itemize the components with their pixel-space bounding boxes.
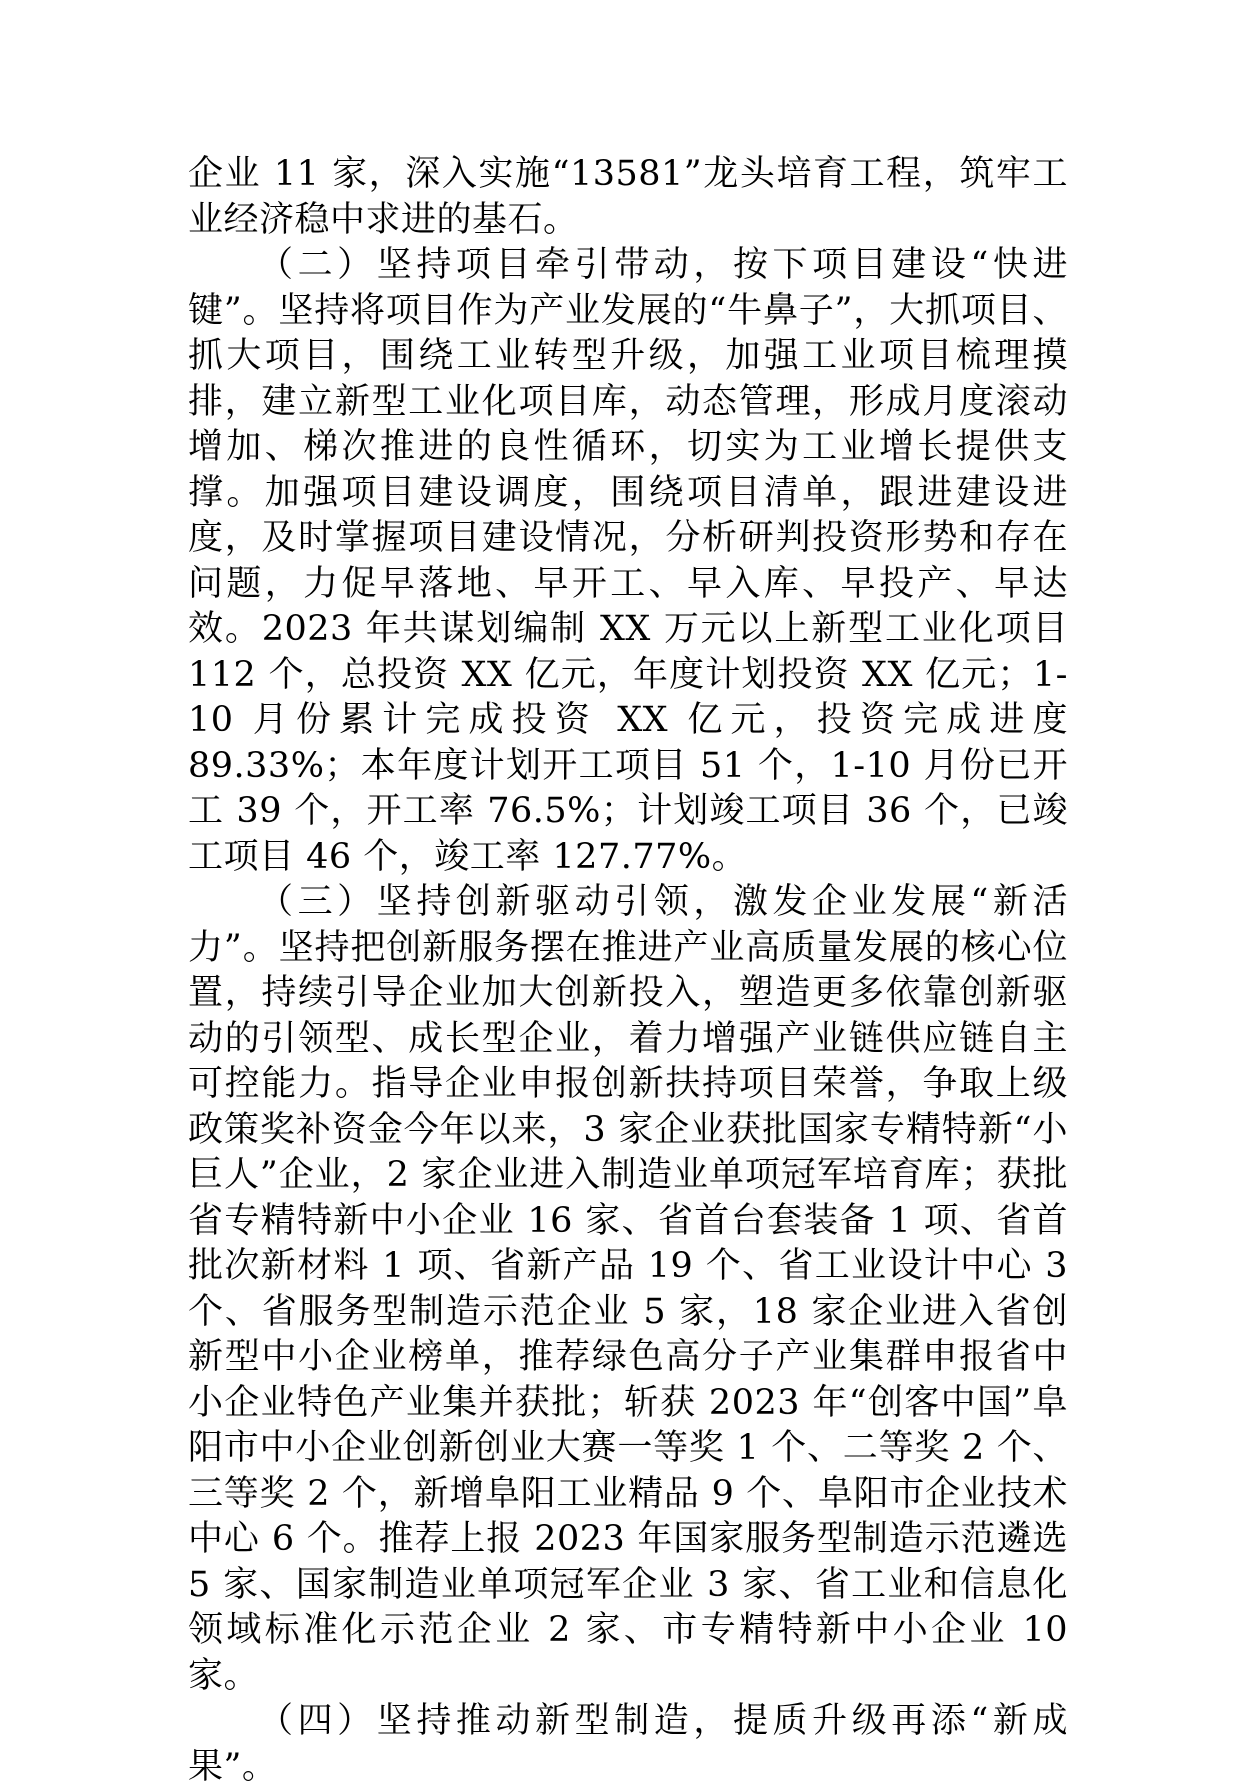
document-body <box>188 152 1068 1790</box>
paragraph-section-4-heading: （四）坚持推动新型制造，提质升级再添“新成果”。 <box>188 1701 1068 1787</box>
paragraph-section-3: （三）坚持创新驱动引领，激发企业发展“新活力”。坚持把创新服务摆在推进产业高质量发展的核心位置，持续引导企业加大创新投入，塑造更多依靠创新驱动的引领型、成长型企业，着力增强产业链供应链自主可控能力。指导企业申报创新扶持项目荣誉，争取上级政策奖补资金今年以来，3 家企业获批国家专精特新“小巨人”企业，2 家企业进入制造业单项冠军培育库；获批省专精特新中小企业 16 家、省首台套装备 1 项、省首批次新材料 1 项、省新产品 19 个、省工业设计中心 3 个、省服务型制造示范企业 5 家，18 家企业进入省创新型中小企业榜单，推荐绿色高分子产业集群申报省中小企业特色产业集并获批；斩获 2023 年“创客中国”阜阳市中小企业创新创业大赛一等奖 1 个、二等奖 2 个、三等奖 2 个，新增阜阳工业精品 9 个、阜阳市企业技术中心 6 个。推荐上报 2023 年国家服务型制造示范遴选 5 家、国家制造业单项冠军企业 3 家、省工业和信息化领域标准化示范企业 2 家、市专精特新中小企业 10 家。 <box>188 882 1068 1696</box>
paragraph-continuation: 企业 11 家，深入实施“13581”龙头培育工程，筑牢工业经济稳中求进的基石。 <box>188 154 1068 240</box>
paragraph-section-2: （二）坚持项目牵引带动，按下项目建设“快进键”。坚持将项目作为产业发展的“牛鼻子”，大抓项目、抓大项目，围绕工业转型升级，加强工业项目梳理摸排，建立新型工业化项目库，动态管理，形成月度滚动增加、梯次推进的良性循环，切实为工业增长提供支撑。加强项目建设调度，围绕项目清单，跟进建设进度，及时掌握项目建设情况，分析研判投资形势和存在问题，力促早落地、早开工、早入库、早投产、早达效。2023 年共谋划编制 XX 万元以上新型工业化项目 112 个，总投资 XX 亿元，年度计划投资 XX 亿元；1-10 月份累计完成投资 XX 亿元，投资完成进度 89.33%；本年度计划开工项目 51 个，1-10 月份已开工 39 个，开工率 76.5%；计划竣工项目 36 个，已竣工项目 46 个，竣工率 127.77%。 <box>188 245 1068 877</box>
